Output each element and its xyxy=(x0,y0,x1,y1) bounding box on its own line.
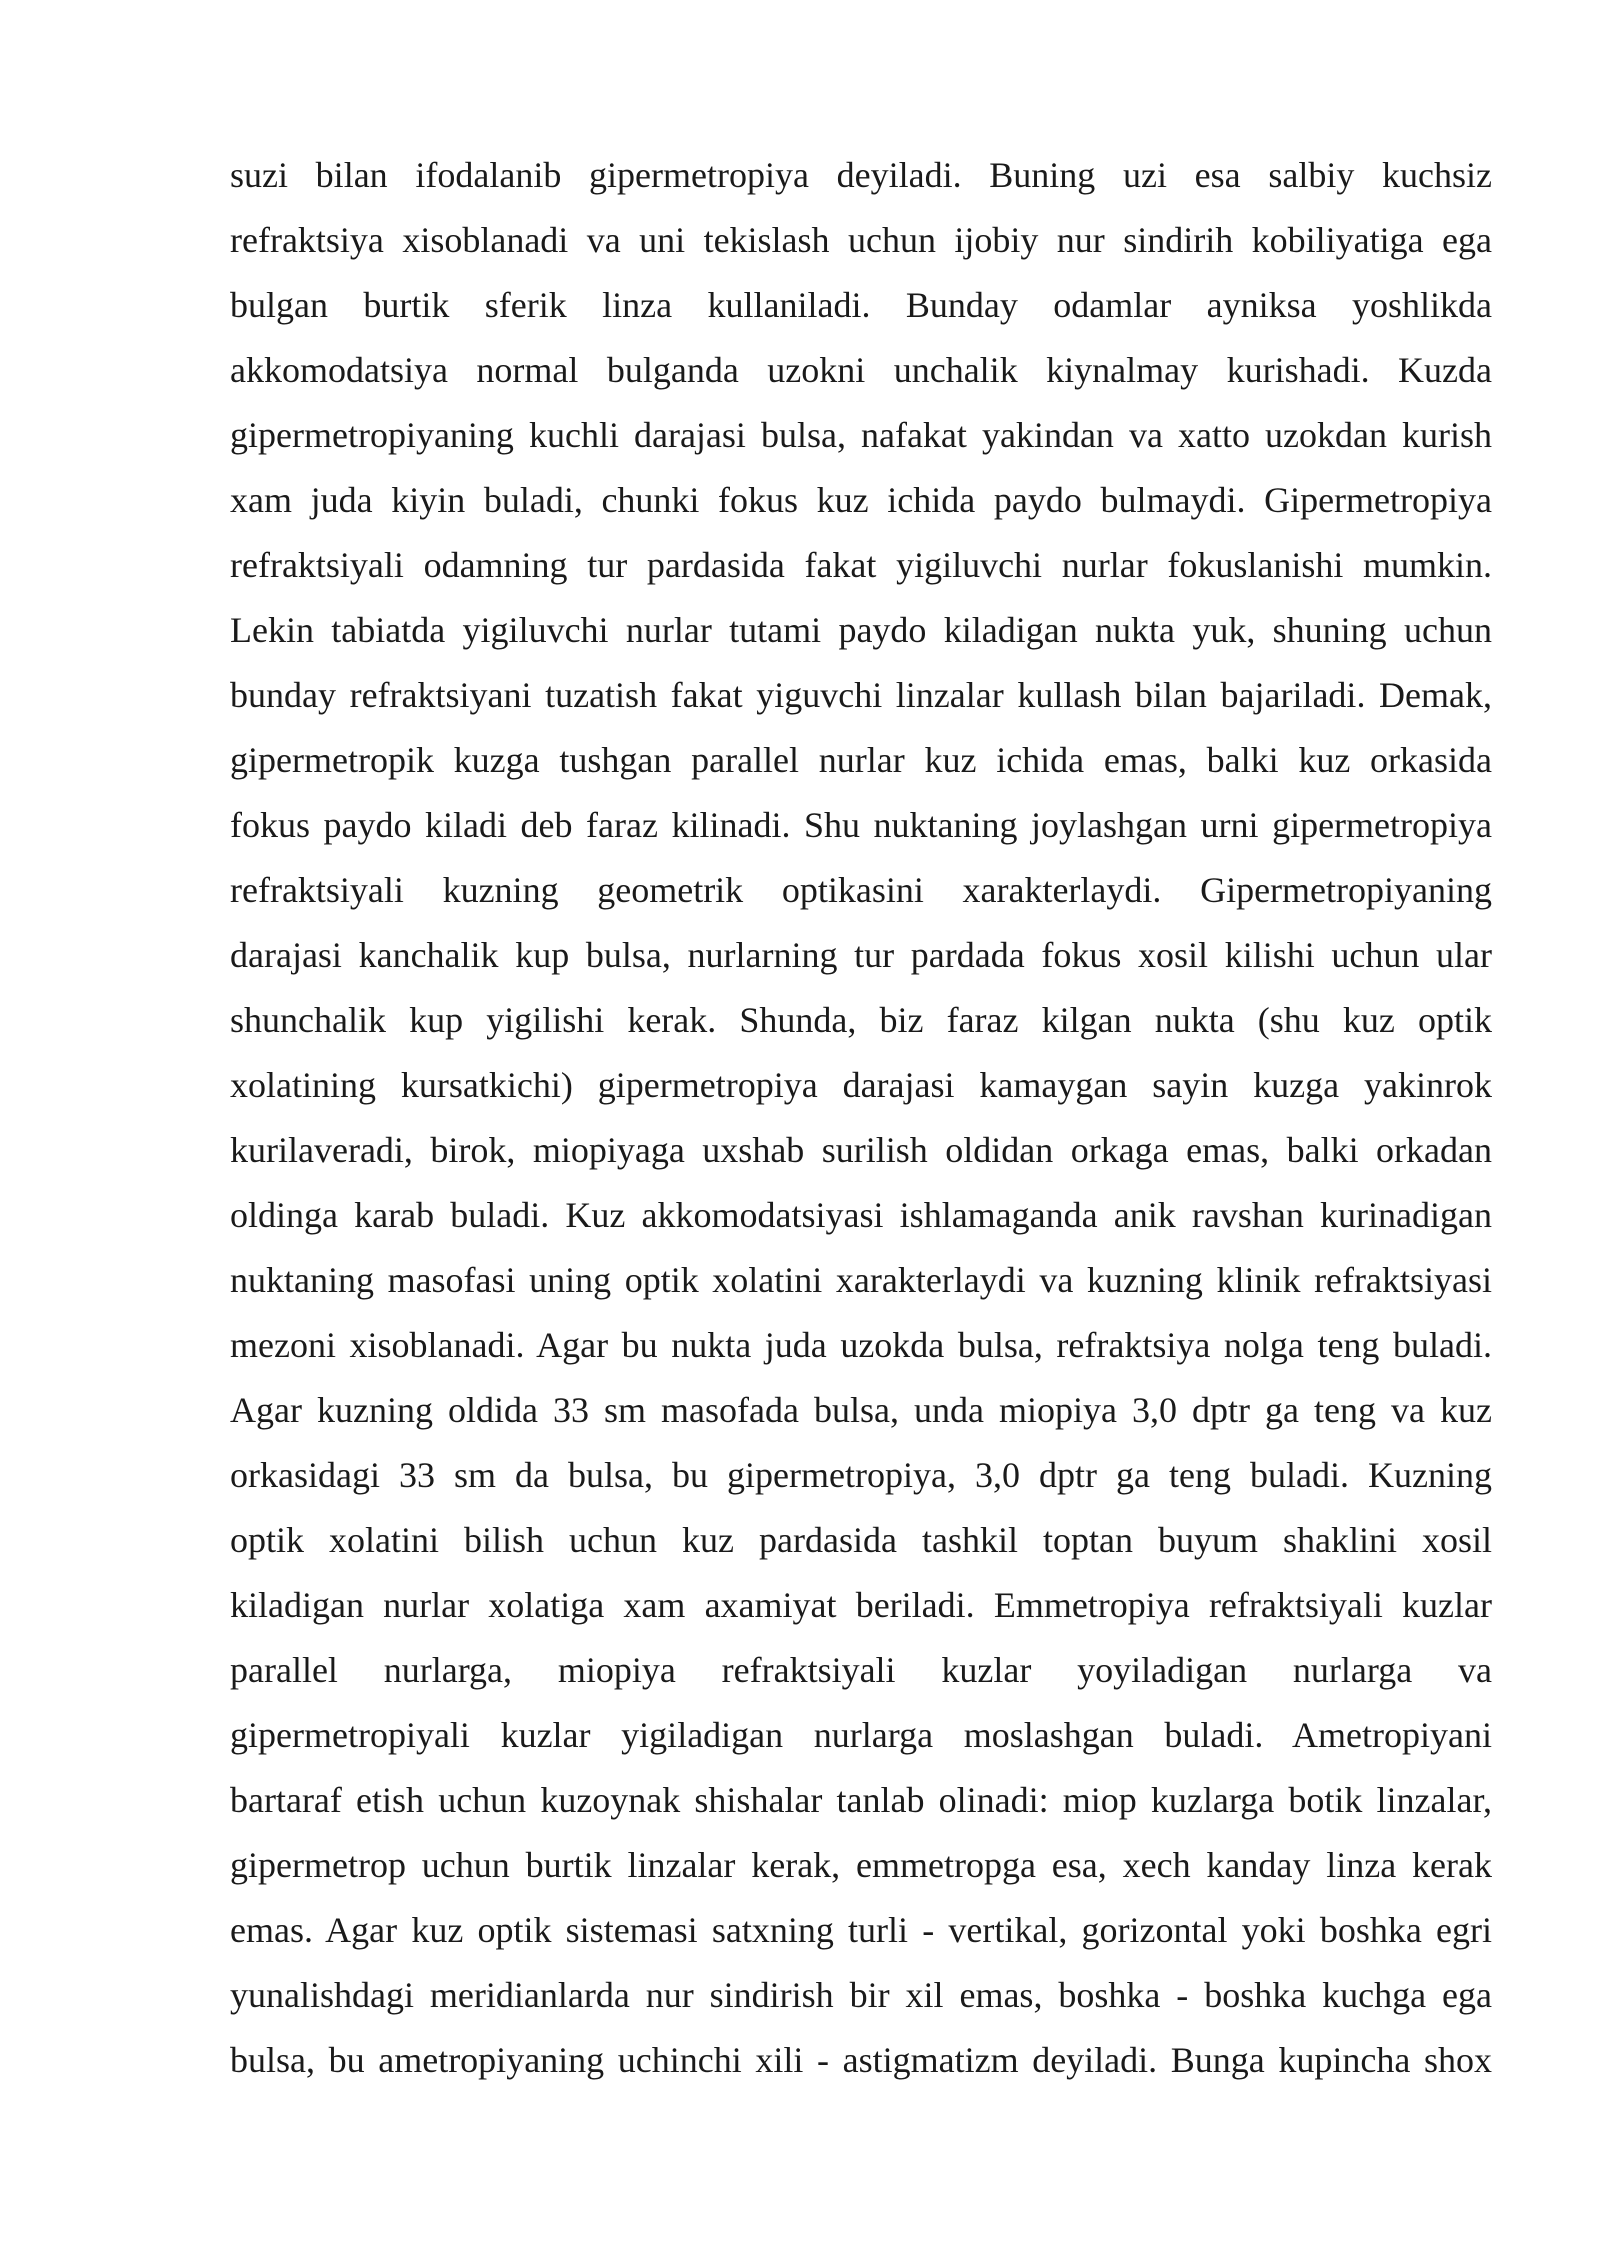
text-line: gipermetropiyali kuzlar yigiladigan nurlarga moslashgan buladi. Ametropiyani xyxy=(230,1715,1492,1755)
text-line: Agar kuzning oldida 33 sm masofada bulsa, unda miopiya 3,0 dptr ga teng va kuz xyxy=(230,1390,1492,1430)
text-line: Lekin tabiatda yigiluvchi nurlar tutami paydo kiladigan nukta yuk, shuning uchun xyxy=(230,610,1492,650)
text-line: bartaraf etish uchun kuzoynak shishalar tanlab olinadi: miop kuzlarga botik linzalar, xyxy=(230,1780,1492,1820)
text-line: optik xolatini bilish uchun kuz pardasida tashkil toptan buyum shaklini xosil xyxy=(230,1520,1492,1560)
text-line: mezoni xisoblanadi. Agar bu nukta juda uzokda bulsa, refraktsiya nolga teng buladi. xyxy=(230,1325,1492,1365)
text-line: bunday refraktsiyani tuzatish fakat yiguvchi linzalar kullash bilan bajariladi. Demak, xyxy=(230,675,1492,715)
text-line: kurilaveradi, birok, miopiyaga uxshab surilish oldidan orkaga emas, balki orkadan xyxy=(230,1130,1492,1170)
text-line: gipermetrop uchun burtik linzalar kerak, emmetropga esa, xech kanday linza kerak xyxy=(230,1845,1492,1885)
text-line: refraktsiyali kuzning geometrik optikasini xarakterlaydi. Gipermetropiyaning xyxy=(230,870,1492,910)
text-line: kiladigan nurlar xolatiga xam axamiyat beriladi. Emmetropiya refraktsiyali kuzlar xyxy=(230,1585,1492,1625)
text-line: darajasi kanchalik kup bulsa, nurlarning tur pardada fokus xosil kilishi uchun ular xyxy=(230,935,1492,975)
text-line: suzi bilan ifodalanib gipermetropiya deyiladi. Buning uzi esa salbiy kuchsiz xyxy=(230,155,1492,195)
text-line: gipermetropiyaning kuchli darajasi bulsa, nafakat yakindan va xatto uzokdan kurish xyxy=(230,415,1492,455)
text-line: parallel nurlarga, miopiya refraktsiyali kuzlar yoyiladigan nurlarga va xyxy=(230,1650,1492,1690)
text-line: gipermetropik kuzga tushgan parallel nurlar kuz ichida emas, balki kuz orkasida xyxy=(230,740,1492,780)
text-line: bulgan burtik sferik linza kullaniladi. Bunday odamlar ayniksa yoshlikda xyxy=(230,285,1492,325)
text-line: refraktsiyali odamning tur pardasida fakat yigiluvchi nurlar fokuslanishi mumkin. xyxy=(230,545,1492,585)
text-line: emas. Agar kuz optik sistemasi satxning turli - vertikal, gorizontal yoki boshka egri xyxy=(230,1910,1492,1950)
text-line: orkasidagi 33 sm da bulsa, bu gipermetropiya, 3,0 dptr ga teng buladi. Kuzning xyxy=(230,1455,1492,1495)
body-text xyxy=(230,151,1492,2101)
text-line: xam juda kiyin buladi, chunki fokus kuz ichida paydo bulmaydi. Gipermetropiya xyxy=(230,480,1492,520)
text-line: yunalishdagi meridianlarda nur sindirish bir xil emas, boshka - boshka kuchga ega xyxy=(230,1975,1492,2015)
text-line: shunchalik kup yigilishi kerak. Shunda, biz faraz kilgan nukta (shu kuz optik xyxy=(230,1000,1492,1040)
text-line: oldinga karab buladi. Kuz akkomodatsiyasi ishlamaganda anik ravshan kurinadigan xyxy=(230,1195,1492,1235)
text-line: fokus paydo kiladi deb faraz kilinadi. Shu nuktaning joylashgan urni gipermetropiya xyxy=(230,805,1492,845)
text-line: nuktaning masofasi uning optik xolatini xarakterlaydi va kuzning klinik refraktsiyasi xyxy=(230,1260,1492,1300)
text-line: akkomodatsiya normal bulganda uzokni unchalik kiynalmay kurishadi. Kuzda xyxy=(230,350,1492,390)
text-line: bulsa, bu ametropiyaning uchinchi xili - astigmatizm deyiladi. Bunga kupincha shox xyxy=(230,2040,1492,2080)
text-line: refraktsiya xisoblanadi va uni tekislash uchun ijobiy nur sindirih kobiliyatiga ega xyxy=(230,220,1492,260)
text-line: xolatining kursatkichi) gipermetropiya darajasi kamaygan sayin kuzga yakinrok xyxy=(230,1065,1492,1105)
